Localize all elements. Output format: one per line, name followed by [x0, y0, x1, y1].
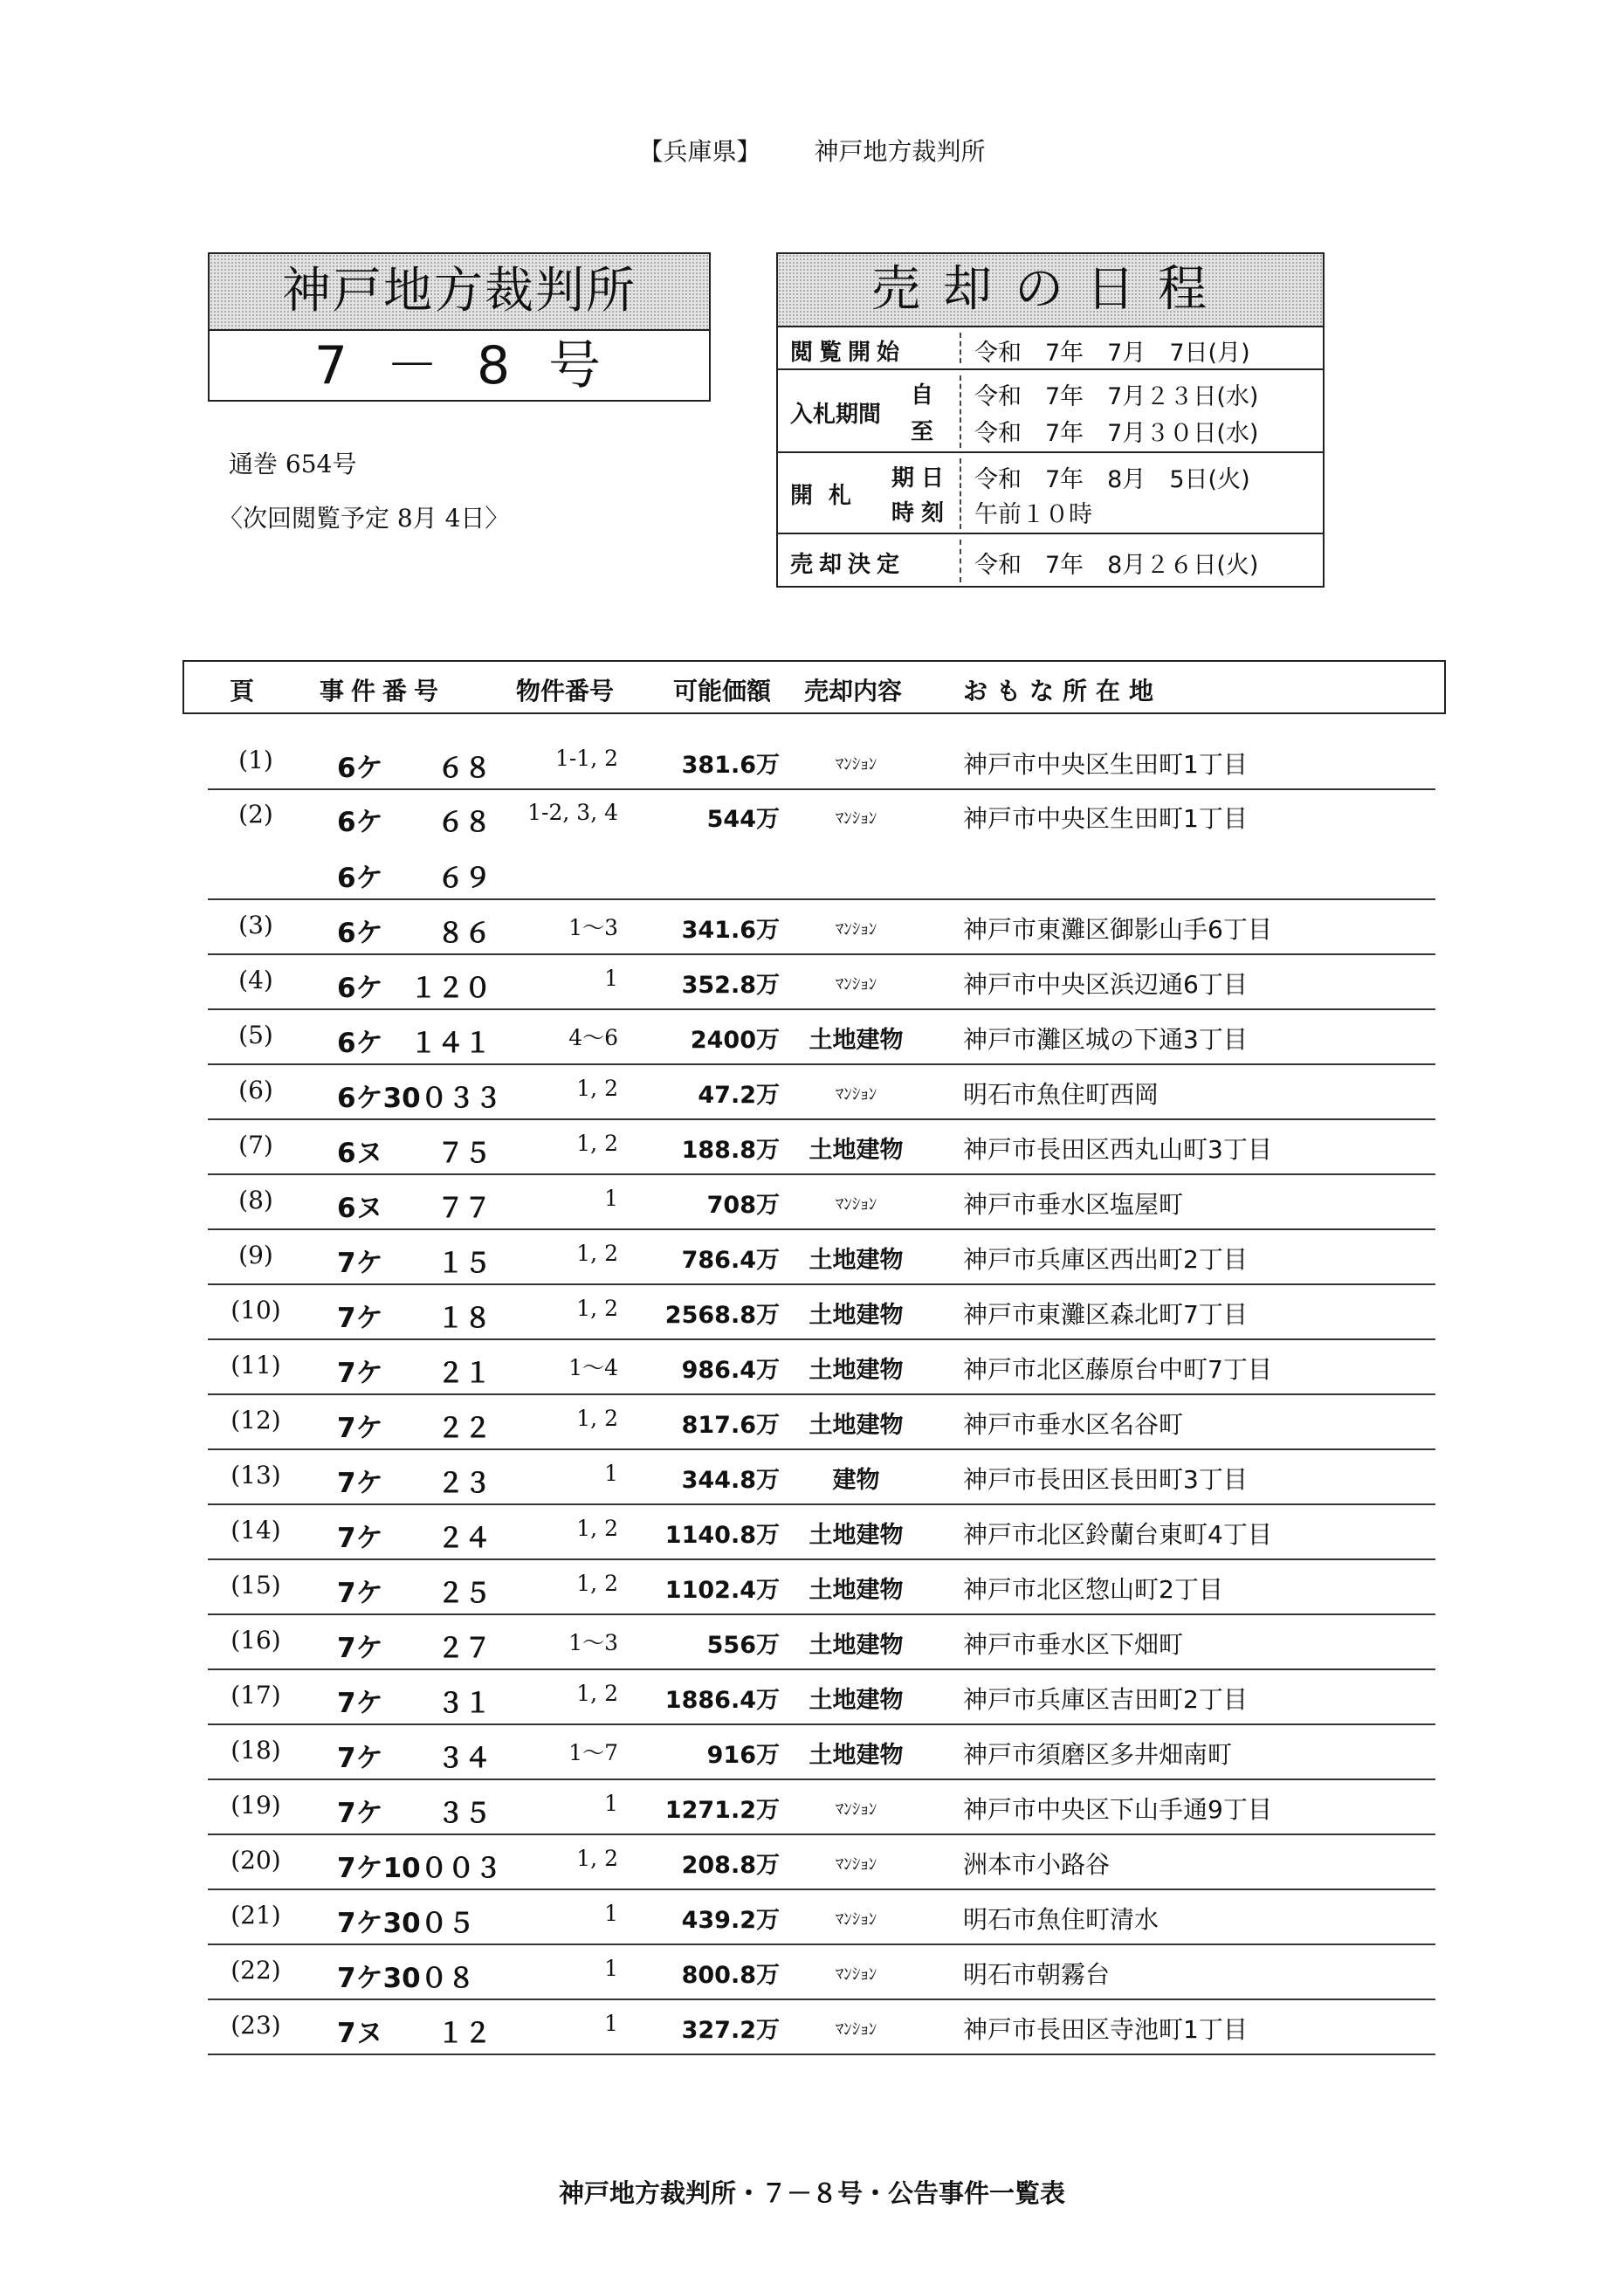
sale-type: ﾏﾝｼｮﾝ: [835, 2019, 877, 2039]
page-ref: (20): [231, 1846, 281, 1875]
case-number: 6ヌ ７７: [337, 1193, 492, 1224]
table-row: [208, 1393, 1435, 1450]
sale-type: ﾏﾝｼｮﾝ: [835, 1194, 877, 1214]
page-ref: (12): [231, 1406, 281, 1434]
page-ref: (21): [231, 1901, 281, 1930]
prefecture-label: 【兵庫県】: [638, 137, 761, 166]
sale-type: 土地建物: [809, 1522, 904, 1549]
header-sale-type: 売却内容: [804, 677, 903, 705]
table-row: [208, 1448, 1435, 1505]
sale-type: ﾏﾝｼｮﾝ: [835, 974, 877, 994]
location: 明石市魚住町清水: [963, 1905, 1160, 1934]
property-number: 1: [604, 1461, 618, 1486]
price: 1886.4万: [664, 1687, 780, 1714]
table-row: [208, 1118, 1435, 1175]
location: 神戸市長田区西丸山町3丁目: [963, 1135, 1272, 1164]
location: 神戸市北区鈴蘭台東町4丁目: [963, 1520, 1272, 1549]
page-ref: (22): [231, 1956, 281, 1985]
schedule-row-opening: [778, 451, 1323, 534]
location: 神戸市須磨区多井畑南町: [963, 1740, 1233, 1769]
page-header: [0, 133, 1624, 168]
page-ref: (1): [238, 746, 273, 774]
sale-schedule-box: [776, 252, 1325, 588]
price: 817.6万: [681, 1412, 780, 1439]
property-number: 1-2, 3, 4: [527, 800, 618, 825]
location: 神戸市北区惣山町2丁目: [963, 1575, 1223, 1604]
court-label: 神戸地方裁判所: [814, 137, 986, 166]
table-row: [208, 1944, 1435, 2000]
price: 800.8万: [681, 1962, 780, 1989]
sale-type: 土地建物: [809, 1632, 904, 1659]
case-number: 7ケ ２５: [337, 1578, 492, 1609]
location: 明石市魚住町西岡: [963, 1080, 1160, 1109]
sale-type: ﾏﾝｼｮﾝ: [835, 919, 877, 939]
property-number: 1-1, 2: [554, 746, 618, 771]
header-page: 頁: [230, 677, 255, 705]
location: 神戸市灘区城の下通3丁目: [963, 1025, 1248, 1054]
schedule-divider: [960, 458, 961, 529]
page-ref: (11): [231, 1351, 281, 1379]
location: 神戸市兵庫区西出町2丁目: [963, 1245, 1248, 1274]
table-row: [208, 1889, 1435, 1945]
location: 明石市朝霧台: [963, 1960, 1111, 1989]
schedule-value: 令和 7年 7月２３日(水): [974, 383, 1259, 410]
page-ref: (7): [238, 1131, 273, 1159]
property-number: 1: [604, 966, 618, 991]
schedule-divider: [960, 540, 961, 582]
case-number: 6ケ ６９: [337, 863, 492, 894]
property-number: 1: [604, 1901, 618, 1926]
table-row: [208, 1283, 1435, 1340]
page-ref: (9): [238, 1241, 273, 1269]
schedule-divider: [960, 375, 961, 448]
table-row: [208, 1173, 1435, 1230]
price: 1102.4万: [664, 1577, 780, 1604]
table-row: [208, 788, 1435, 900]
court-title-box: [208, 252, 711, 402]
next-viewing-date: 〈次回閲覧予定 8月 4日〉: [218, 504, 510, 533]
property-number: 1, 2: [576, 1406, 618, 1431]
schedule-title: 売却の日程: [778, 254, 1323, 327]
property-number: 1～3: [568, 1630, 618, 1655]
price: 1271.2万: [664, 1797, 780, 1824]
price: 381.6万: [681, 752, 780, 779]
property-number: 1, 2: [576, 1131, 618, 1156]
table-row: [208, 898, 1435, 955]
table-row: [208, 1833, 1435, 1890]
sale-type: 土地建物: [809, 1412, 904, 1439]
schedule-row-bidding: [778, 368, 1323, 453]
schedule-label: 閲覧開始: [790, 340, 906, 366]
case-number: 7ケ ２２: [337, 1413, 492, 1444]
volume-number: 通巻 654号: [229, 450, 357, 478]
sale-type: ﾏﾝｼｮﾝ: [835, 754, 877, 774]
table-row: [208, 1723, 1435, 1780]
page-ref: (6): [238, 1076, 273, 1104]
table-row: [208, 1008, 1435, 1065]
property-number: 1, 2: [576, 1571, 618, 1596]
case-number: 6ケ １４１: [337, 1028, 492, 1059]
table-row: [208, 953, 1435, 1010]
property-number: 4～6: [568, 1025, 618, 1050]
case-number: 7ヌ １２: [337, 2018, 492, 2049]
location: 神戸市中央区下山手通9丁目: [963, 1795, 1272, 1824]
location: 神戸市中央区浜辺通6丁目: [963, 970, 1248, 999]
page-ref: (8): [238, 1186, 273, 1214]
location: 神戸市垂水区下畑町: [963, 1630, 1184, 1659]
location: 神戸市長田区長田町3丁目: [963, 1465, 1248, 1494]
sale-type: 建物: [832, 1467, 880, 1494]
court-name: 神戸地方裁判所: [210, 254, 709, 331]
case-number: 7ケ ３４: [337, 1743, 492, 1774]
page-footer: 神戸地方裁判所・７－８号・公告事件一覧表: [558, 2178, 1065, 2208]
page-ref: (23): [231, 2011, 281, 2040]
page-ref: (19): [231, 1791, 281, 1820]
price: 1140.8万: [664, 1522, 780, 1549]
header-case-number: 事件番号: [320, 677, 446, 705]
case-number: 7ケ30０８: [337, 1963, 475, 1994]
location: 神戸市垂水区塩屋町: [963, 1190, 1184, 1219]
page-ref: (14): [231, 1516, 281, 1545]
schedule-value: 令和 7年 8月 5日(火): [974, 466, 1250, 493]
header-property-number: 物件番号: [516, 677, 615, 705]
schedule-sub-label: 至: [911, 419, 934, 445]
sale-type: ﾏﾝｼｮﾝ: [835, 1799, 877, 1819]
price: 916万: [706, 1742, 780, 1769]
schedule-row-decision: [778, 533, 1323, 588]
property-number: 1～4: [568, 1355, 618, 1380]
case-number: 6ヌ ７５: [337, 1138, 492, 1169]
property-number: 1, 2: [576, 1296, 618, 1321]
case-number: 6ケ ６８: [337, 753, 492, 784]
location: 神戸市中央区生田町1丁目: [963, 804, 1248, 833]
case-list-header: [182, 660, 1446, 714]
schedule-label: 売却決定: [790, 552, 906, 578]
page-ref: (5): [238, 1021, 273, 1049]
price: 47.2万: [698, 1082, 780, 1109]
property-number: 1, 2: [576, 1681, 618, 1706]
schedule-value: 午前１０時: [974, 501, 1092, 528]
sale-type: ﾏﾝｼｮﾝ: [835, 1964, 877, 1984]
page-ref: (15): [231, 1571, 281, 1600]
sale-type: ﾏﾝｼｮﾝ: [835, 1909, 877, 1929]
case-number: 6ケ30０３３: [337, 1083, 502, 1114]
schedule-value: 令和 7年 7月 7日(月): [974, 340, 1250, 367]
schedule-value: 令和 7年 8月２６日(火): [974, 552, 1259, 579]
location: 神戸市長田区寺池町1丁目: [963, 2015, 1248, 2044]
schedule-label: 開札: [790, 483, 868, 509]
location: 神戸市兵庫区吉田町2丁目: [963, 1685, 1248, 1714]
case-number: 6ケ ６８: [337, 807, 492, 838]
price: 708万: [706, 1192, 780, 1219]
table-row: [208, 1558, 1435, 1615]
price: 341.6万: [681, 917, 780, 944]
property-number: 1～7: [568, 1740, 618, 1765]
case-number: 7ケ30０５: [337, 1908, 475, 1939]
price: 2400万: [690, 1027, 780, 1054]
property-number: 1, 2: [576, 1846, 618, 1871]
case-number: 7ケ １５: [337, 1248, 492, 1279]
property-number: 1, 2: [576, 1241, 618, 1266]
schedule-label: 入札期間: [790, 402, 882, 428]
schedule-sub-label: 期日: [891, 465, 952, 492]
table-row: [208, 1668, 1435, 1725]
case-number: 6ケ ８６: [337, 918, 492, 949]
page-ref: (2): [238, 800, 273, 829]
property-number: 1: [604, 1956, 618, 1981]
price: 352.8万: [681, 972, 780, 999]
page-ref: (13): [231, 1461, 281, 1489]
header-location: おもな所在地: [963, 677, 1163, 705]
property-number: 1, 2: [576, 1516, 618, 1541]
schedule-row-viewing: [778, 327, 1323, 368]
location: 神戸市東灘区御影山手6丁目: [963, 915, 1272, 944]
sale-type: 土地建物: [809, 1027, 904, 1054]
price: 544万: [706, 806, 780, 833]
schedule-sub-label: 自: [911, 382, 934, 409]
page-ref: (4): [238, 966, 273, 994]
price: 556万: [706, 1632, 780, 1659]
case-number: 7ケ ３５: [337, 1798, 492, 1829]
sale-type: 土地建物: [809, 1687, 904, 1714]
price: 986.4万: [681, 1357, 780, 1384]
price: 344.8万: [681, 1467, 780, 1494]
case-number: 7ケ ２４: [337, 1523, 492, 1554]
case-number: 7ケ ３１: [337, 1688, 492, 1719]
sale-type: 土地建物: [809, 1742, 904, 1769]
case-number: 7ケ ２７: [337, 1633, 492, 1664]
table-row: [208, 733, 1435, 790]
sale-type: ﾏﾝｼｮﾝ: [835, 808, 877, 828]
table-row: [208, 1999, 1435, 2055]
property-number: 1, 2: [576, 1076, 618, 1101]
sale-type: 土地建物: [809, 1302, 904, 1329]
location: 神戸市北区藤原台中町7丁目: [963, 1355, 1272, 1384]
price: 188.8万: [681, 1137, 780, 1164]
property-number: 1: [604, 2011, 618, 2036]
table-row: [208, 1613, 1435, 1670]
page-ref: (10): [231, 1296, 281, 1324]
location: 神戸市東灘区森北町7丁目: [963, 1300, 1248, 1329]
table-row: [208, 1503, 1435, 1560]
location: 神戸市垂水区名谷町: [963, 1410, 1184, 1439]
schedule-sub-label: 時刻: [891, 500, 952, 526]
header-price: 可能価額: [673, 677, 772, 705]
case-number: 6ケ １２０: [337, 973, 492, 1004]
case-number: 7ケ10００３: [337, 1853, 502, 1884]
price: 208.8万: [681, 1852, 780, 1879]
property-number: 1: [604, 1186, 618, 1211]
price: 327.2万: [681, 2017, 780, 2044]
price: 786.4万: [681, 1247, 780, 1274]
page-ref: (18): [231, 1736, 281, 1765]
sale-type: 土地建物: [809, 1247, 904, 1274]
issue-number: 7－8号: [313, 335, 640, 396]
sale-type: 土地建物: [809, 1137, 904, 1164]
sale-type: ﾏﾝｼｮﾝ: [835, 1084, 877, 1104]
page-ref: (17): [231, 1681, 281, 1710]
table-row: [208, 1778, 1435, 1835]
sale-type: 土地建物: [809, 1577, 904, 1604]
table-row: [208, 1338, 1435, 1395]
location: 神戸市中央区生田町1丁目: [963, 750, 1248, 779]
schedule-value: 令和 7年 7月３０日(水): [974, 420, 1259, 447]
sale-type: ﾏﾝｼｮﾝ: [835, 1854, 877, 1874]
schedule-divider: [960, 333, 961, 363]
price: 2568.8万: [664, 1302, 780, 1329]
page-ref: (16): [231, 1626, 281, 1655]
table-row: [208, 1063, 1435, 1120]
case-number: 7ケ ２１: [337, 1358, 492, 1389]
case-number: 7ケ ２３: [337, 1468, 492, 1499]
property-number: 1～3: [568, 915, 618, 940]
location: 洲本市小路谷: [963, 1850, 1111, 1879]
page-ref: (3): [238, 911, 273, 939]
property-number: 1: [604, 1791, 618, 1816]
table-row: [208, 1228, 1435, 1285]
case-number: 7ケ １８: [337, 1303, 492, 1334]
sale-type: 土地建物: [809, 1357, 904, 1384]
price: 439.2万: [681, 1907, 780, 1934]
